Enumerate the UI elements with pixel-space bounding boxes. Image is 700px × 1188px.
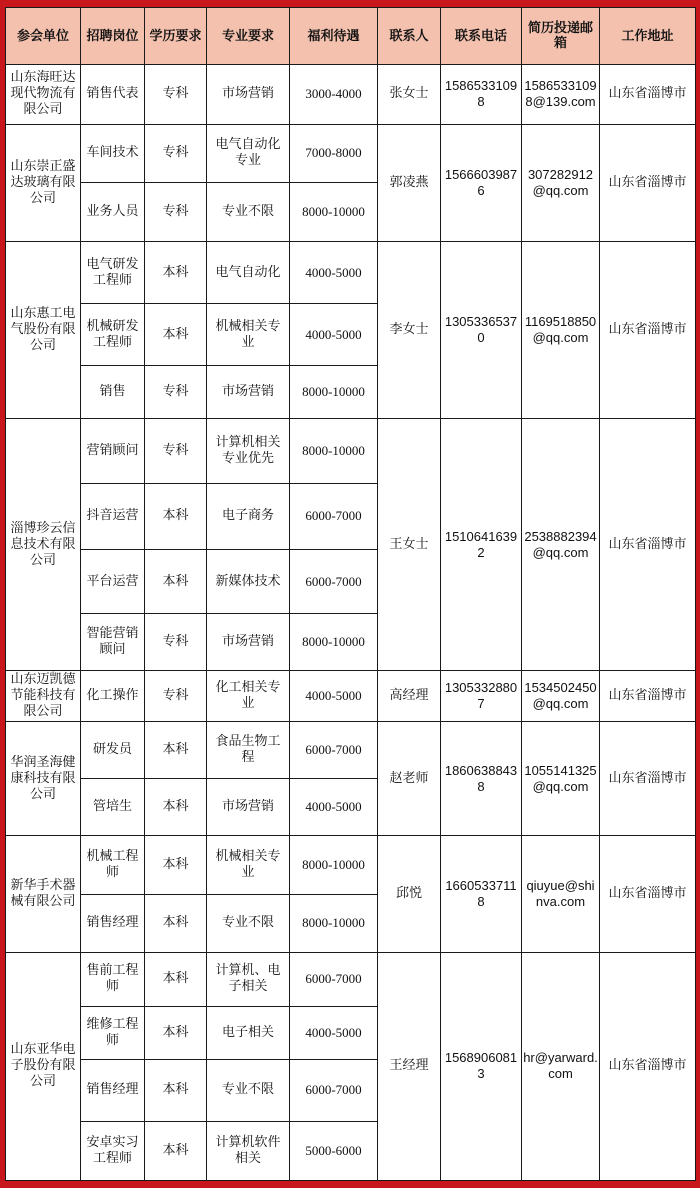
job-position-cell: 销售经理 [81,1059,145,1122]
table-frame [5,7,695,1181]
job-salary-cell: 4000-5000 [290,1007,378,1060]
phone-cell: 13053365370 [441,241,522,419]
job-education-cell: 专科 [145,670,207,722]
job-salary-cell: 6000-7000 [290,549,378,614]
job-salary-cell: 6000-7000 [290,952,378,1007]
recruitment-table [5,7,696,1181]
email-cell: qiuyue@shinva.com [522,836,600,952]
job-major-cell: 计算机、电子相关 [207,952,290,1007]
job-education-cell: 本科 [145,836,207,895]
contact-cell: 李女士 [378,241,441,419]
job-salary-cell: 6000-7000 [290,1059,378,1122]
header-email: 简历投递邮箱 [522,8,600,65]
phone-cell: 15689060813 [441,952,522,1180]
address-cell: 山东省淄博市 [600,722,696,836]
header-salary: 福利待遇 [290,8,378,65]
job-major-cell: 电气自动化 [207,241,290,304]
table-row [6,419,696,484]
job-position-cell: 业务人员 [81,183,145,242]
address-cell: 山东省淄博市 [600,419,696,670]
job-education-cell: 本科 [145,722,207,779]
address-cell: 山东省淄博市 [600,65,696,125]
table-row [6,241,696,304]
address-cell: 山东省淄博市 [600,670,696,722]
phone-cell: 16605337118 [441,836,522,952]
job-position-cell: 电气研发工程师 [81,241,145,304]
email-cell: 1534502450@qq.com [522,670,600,722]
contact-cell: 郭凌燕 [378,124,441,241]
phone-cell: 15865331098 [441,65,522,125]
header-phone: 联系电话 [441,8,522,65]
table-row [6,952,696,1007]
job-major-cell: 食品生物工程 [207,722,290,779]
job-major-cell: 计算机软件相关 [207,1122,290,1181]
company-name-cell: 新华手术器械有限公司 [6,836,81,952]
company-name-cell: 山东海旺达现代物流有限公司 [6,65,81,125]
job-major-cell: 电气自动化专业 [207,124,290,183]
job-position-cell: 机械研发工程师 [81,304,145,366]
job-education-cell: 专科 [145,419,207,484]
job-major-cell: 专业不限 [207,183,290,242]
job-position-cell: 抖音运营 [81,484,145,550]
email-cell: 1169518850@qq.com [522,241,600,419]
phone-cell: 15106416392 [441,419,522,670]
address-cell: 山东省淄博市 [600,952,696,1180]
job-salary-cell: 8000-10000 [290,836,378,895]
company-name-cell: 山东崇正盛达玻璃有限公司 [6,124,81,241]
job-salary-cell: 7000-8000 [290,124,378,183]
phone-cell: 13053328807 [441,670,522,722]
email-cell: 15865331098@139.com [522,65,600,125]
job-education-cell: 本科 [145,1122,207,1181]
table-row [6,65,696,125]
job-position-cell: 销售经理 [81,895,145,953]
job-position-cell: 化工操作 [81,670,145,722]
job-education-cell: 本科 [145,895,207,953]
job-education-cell: 专科 [145,614,207,671]
job-education-cell: 本科 [145,549,207,614]
email-cell: 2538882394@qq.com [522,419,600,670]
header-major: 专业要求 [207,8,290,65]
contact-cell: 赵老师 [378,722,441,836]
job-position-cell: 售前工程师 [81,952,145,1007]
phone-cell: 15666039876 [441,124,522,241]
job-position-cell: 机械工程师 [81,836,145,895]
email-cell: hr@yarward.com [522,952,600,1180]
job-position-cell: 销售 [81,365,145,419]
job-education-cell: 本科 [145,484,207,550]
address-cell: 山东省淄博市 [600,836,696,952]
job-position-cell: 平台运营 [81,549,145,614]
job-salary-cell: 8000-10000 [290,895,378,953]
job-position-cell: 安卓实习工程师 [81,1122,145,1181]
header-education: 学历要求 [145,8,207,65]
job-major-cell: 计算机相关专业优先 [207,419,290,484]
job-salary-cell: 8000-10000 [290,183,378,242]
company-name-cell: 淄博珍云信息技术有限公司 [6,419,81,670]
job-major-cell: 专业不限 [207,895,290,953]
job-major-cell: 市场营销 [207,614,290,671]
job-salary-cell: 8000-10000 [290,614,378,671]
job-education-cell: 专科 [145,183,207,242]
job-education-cell: 本科 [145,1059,207,1122]
table-row [6,836,696,895]
job-salary-cell: 6000-7000 [290,722,378,779]
header-contact: 联系人 [378,8,441,65]
contact-cell: 邱悦 [378,836,441,952]
job-position-cell: 管培生 [81,778,145,836]
contact-cell: 王女士 [378,419,441,670]
job-position-cell: 营销顾问 [81,419,145,484]
address-cell: 山东省淄博市 [600,124,696,241]
job-position-cell: 智能营销顾问 [81,614,145,671]
job-education-cell: 本科 [145,778,207,836]
job-salary-cell: 4000-5000 [290,670,378,722]
company-name-cell: 山东惠工电气股份有限公司 [6,241,81,419]
job-education-cell: 专科 [145,65,207,125]
header-address: 工作地址 [600,8,696,65]
job-salary-cell: 4000-5000 [290,241,378,304]
job-major-cell: 化工相关专业 [207,670,290,722]
job-position-cell: 研发员 [81,722,145,779]
job-major-cell: 机械相关专业 [207,304,290,366]
email-cell: 307282912@qq.com [522,124,600,241]
job-major-cell: 机械相关专业 [207,836,290,895]
job-position-cell: 维修工程师 [81,1007,145,1060]
job-major-cell: 市场营销 [207,365,290,419]
job-major-cell: 市场营销 [207,778,290,836]
company-name-cell: 山东迈凯德节能科技有限公司 [6,670,81,722]
contact-cell: 张女士 [378,65,441,125]
contact-cell: 高经理 [378,670,441,722]
job-major-cell: 专业不限 [207,1059,290,1122]
table-row [6,124,696,183]
job-salary-cell: 3000-4000 [290,65,378,125]
job-major-cell: 市场营销 [207,65,290,125]
job-salary-cell: 4000-5000 [290,778,378,836]
job-position-cell: 销售代表 [81,65,145,125]
job-salary-cell: 6000-7000 [290,484,378,550]
contact-cell: 王经理 [378,952,441,1180]
job-education-cell: 专科 [145,124,207,183]
job-salary-cell: 8000-10000 [290,365,378,419]
job-salary-cell: 5000-6000 [290,1122,378,1181]
address-cell: 山东省淄博市 [600,241,696,419]
job-education-cell: 专科 [145,365,207,419]
phone-cell: 18606388438 [441,722,522,836]
email-cell: 1055141325@qq.com [522,722,600,836]
company-name-cell: 华润圣海健康科技有限公司 [6,722,81,836]
job-education-cell: 本科 [145,1007,207,1060]
job-salary-cell: 8000-10000 [290,419,378,484]
header-position: 招聘岗位 [81,8,145,65]
job-position-cell: 车间技术 [81,124,145,183]
job-major-cell: 电子相关 [207,1007,290,1060]
job-education-cell: 本科 [145,304,207,366]
header-company: 参会单位 [6,8,81,65]
job-salary-cell: 4000-5000 [290,304,378,366]
company-name-cell: 山东亚华电子股份有限公司 [6,952,81,1180]
header-row [6,8,696,65]
table-row [6,722,696,779]
job-education-cell: 本科 [145,952,207,1007]
job-major-cell: 电子商务 [207,484,290,550]
table-row [6,670,696,722]
job-major-cell: 新媒体技术 [207,549,290,614]
job-education-cell: 本科 [145,241,207,304]
